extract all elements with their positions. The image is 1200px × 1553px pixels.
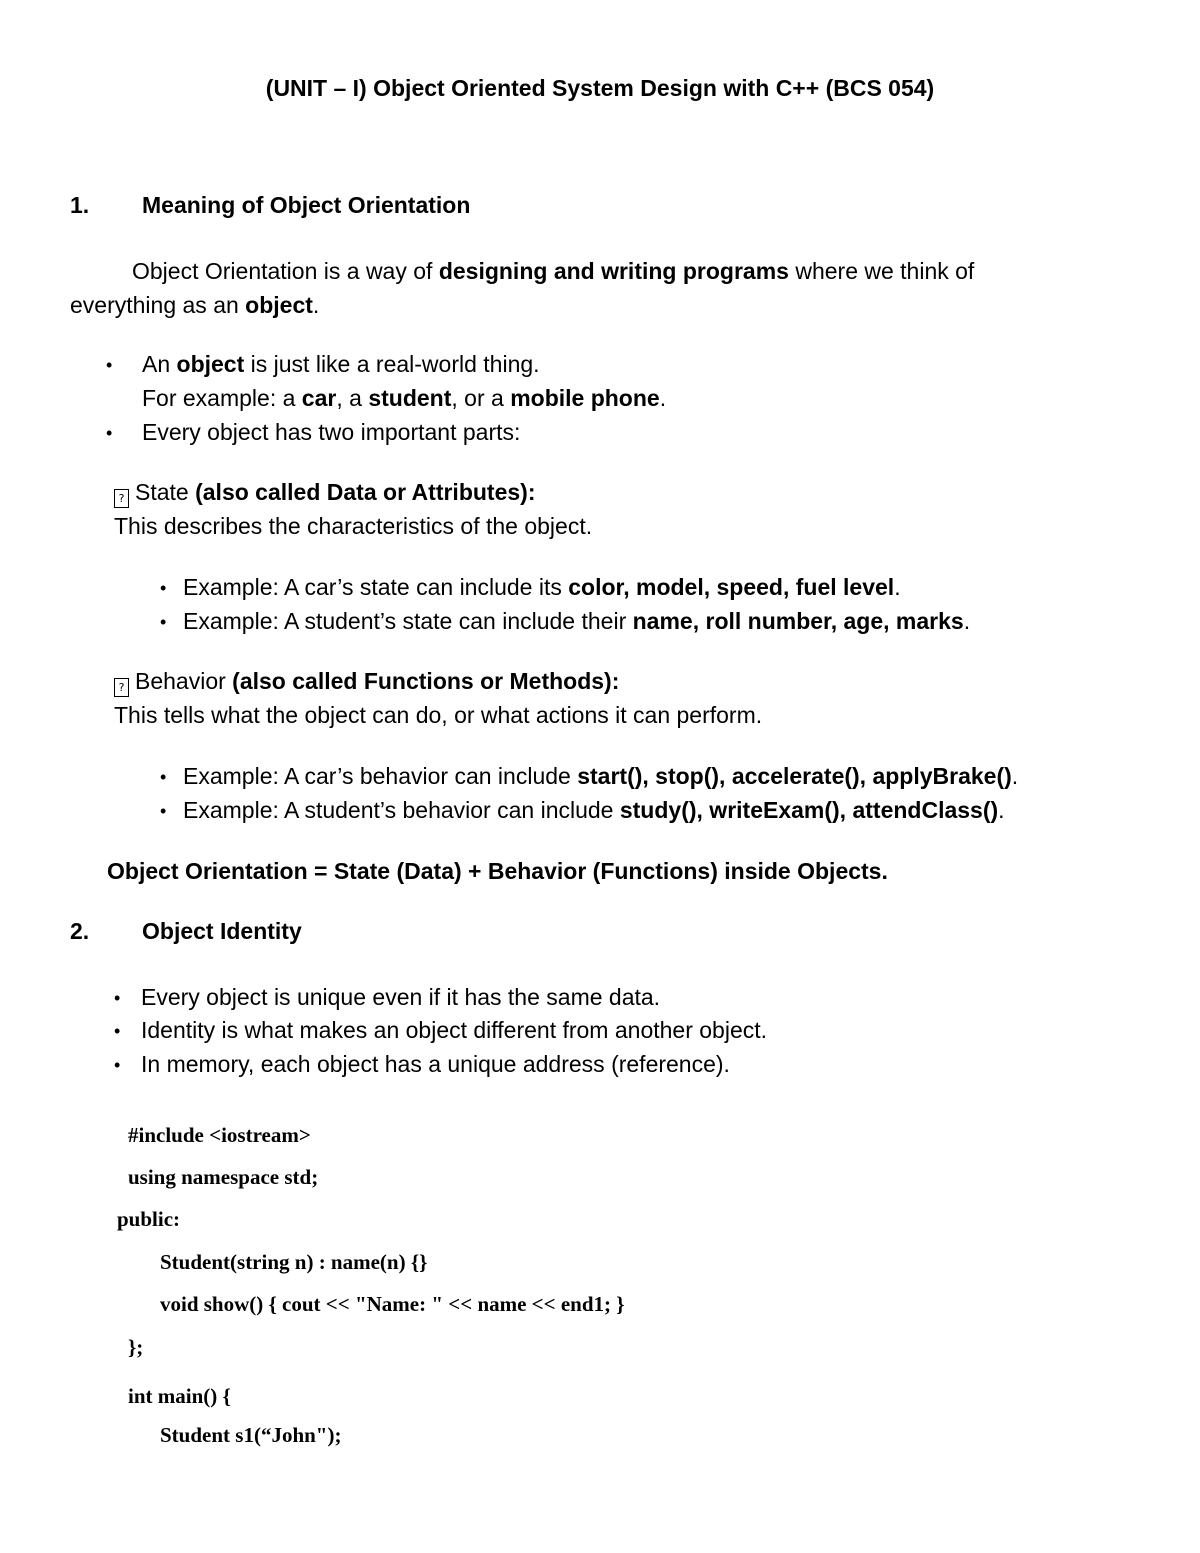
list-text: . [1011, 763, 1019, 789]
bullet-icon: • [160, 767, 167, 787]
bullet-icon: • [114, 988, 121, 1008]
intro-text: . [312, 292, 320, 318]
list-text: Example: A car’s state can include its [183, 574, 569, 600]
list-text: Example: A car’s behavior can include [183, 763, 578, 789]
bullet-icon: • [114, 1055, 121, 1075]
state-heading [114, 477, 535, 508]
section-number: 2. [70, 918, 90, 944]
list-text: . [659, 385, 667, 411]
state-label: State [135, 479, 196, 505]
list-item: Every object has two important parts: [142, 419, 521, 445]
list-text: , a [336, 385, 369, 411]
code-line: public: [117, 1207, 181, 1231]
list-text: . [998, 797, 1005, 823]
list-emphasis: color, model, speed, fuel level [568, 574, 895, 600]
state-label-emphasis: (also called Data or Attributes): [195, 479, 536, 505]
section-heading: Object Identity [142, 918, 302, 944]
summary-statement: Object Orientation = State (Data) + Behavior (Functions) inside Objects. [107, 858, 888, 884]
code-line: int main() { [128, 1384, 231, 1408]
code-line: Student(string n) : name(n) {} [160, 1250, 428, 1274]
section-number: 1. [70, 192, 90, 218]
list-emphasis: name, roll number, age, marks [632, 608, 964, 634]
behavior-heading [114, 666, 619, 697]
list-emphasis: study(), writeExam(), attendClass() [619, 797, 999, 823]
behavior-description: This tells what the object can do, or what actions it can perform. [114, 702, 763, 728]
code-line: #include <iostream> [128, 1123, 311, 1147]
list-emphasis: student [368, 385, 452, 411]
code-line: void show() { cout << "Name: " << name << end1; } [160, 1292, 625, 1316]
section-heading: Meaning of Object Orientation [142, 192, 471, 218]
code-line: }; [128, 1335, 144, 1359]
intro-line-2 [70, 290, 319, 320]
intro-text: where we think of [788, 258, 975, 284]
state-description: This describes the characteristics of the object. [114, 513, 593, 539]
behavior-label-emphasis: (also called Functions or Methods): [232, 668, 620, 694]
behavior-label: Behavior [135, 668, 233, 694]
page-title: (UNIT – I) Object Oriented System Design with C++ (BCS 054) [265, 75, 935, 101]
list-item: Every object is unique even if it has the same data. [141, 984, 661, 1010]
bullet-icon: • [160, 578, 167, 598]
intro-emphasis: designing and writing programs [438, 258, 789, 284]
list-text: An [142, 351, 177, 377]
bullet-icon: • [106, 423, 113, 443]
list-item: In memory, each object has a unique address (reference). [141, 1051, 730, 1077]
intro-text: everything as an [70, 292, 246, 318]
missing-glyph-icon: ? [114, 489, 129, 508]
intro-emphasis: object [245, 292, 313, 318]
list-item-continuation [142, 383, 666, 413]
list-text: Example: A student’s behavior can include [183, 797, 620, 823]
intro-text: Object Orientation is a way of [132, 258, 439, 284]
list-item [183, 572, 901, 602]
list-text: . [963, 608, 971, 634]
list-item [183, 761, 1018, 791]
list-text: , or a [451, 385, 511, 411]
list-emphasis: mobile phone [510, 385, 660, 411]
bullet-icon: • [160, 612, 167, 632]
bullet-icon: • [160, 801, 167, 821]
bullet-icon: • [114, 1021, 121, 1041]
code-line: using namespace std; [128, 1165, 319, 1189]
list-item [183, 606, 970, 636]
list-text: Example: A student’s state can include their [183, 608, 633, 634]
missing-glyph-icon: ? [114, 678, 129, 697]
list-item: Identity is what makes an object different from another object. [141, 1017, 768, 1043]
list-item [183, 795, 1005, 825]
list-emphasis: object [176, 351, 245, 377]
list-emphasis: car [301, 385, 337, 411]
list-item [142, 349, 540, 379]
intro-line-1 [132, 256, 974, 286]
list-text: is just like a real-world thing. [244, 351, 540, 377]
list-emphasis: start(), stop(), accelerate(), applyBrake() [577, 763, 1012, 789]
list-text: For example: a [142, 385, 302, 411]
code-line: Student s1(“John"); [160, 1423, 342, 1447]
bullet-icon: • [106, 355, 113, 375]
list-text: . [894, 574, 901, 600]
